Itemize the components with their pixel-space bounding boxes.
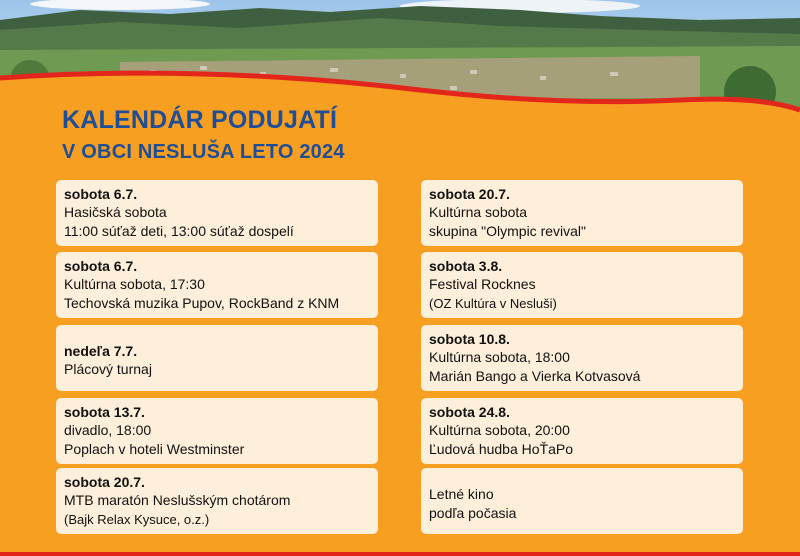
event-detail: Festival Rocknes	[429, 276, 536, 292]
event-date: sobota 10.8.	[429, 331, 510, 347]
event-detail: Plácový turnaj	[64, 361, 152, 377]
event-date: sobota 6.7.	[64, 258, 138, 274]
event-card	[421, 325, 743, 391]
event-organizer: (OZ Kultúra v Nesluši)	[429, 296, 557, 311]
event-card	[421, 180, 743, 246]
page-title	[62, 108, 345, 162]
event-card	[421, 398, 743, 464]
event-detail: Kultúrna sobota, 17:30	[64, 276, 205, 292]
event-detail: Kultúrna sobota, 18:00	[429, 349, 570, 365]
event-date: sobota 20.7.	[64, 474, 145, 490]
event-detail: Kultúrna sobota, 20:00	[429, 422, 570, 438]
event-detail: MTB maratón Neslušským chotárom	[64, 492, 291, 508]
event-card	[56, 325, 378, 391]
event-date: sobota 3.8.	[429, 258, 503, 274]
event-detail: Techovská muzika Pupov, RockBand z KNM	[64, 295, 340, 311]
event-date: nedeľa 7.7.	[64, 343, 138, 359]
event-detail: Kultúrna sobota	[429, 204, 528, 220]
event-date: sobota 20.7.	[429, 186, 510, 202]
event-detail: Hasičská sobota	[64, 204, 167, 220]
event-card	[56, 252, 378, 318]
event-card	[56, 398, 378, 464]
event-detail: podľa počasia	[429, 505, 517, 521]
event-organizer: (Bajk Relax Kysuce, o.z.)	[64, 512, 210, 527]
event-card	[421, 252, 743, 318]
event-detail: Letné kino	[429, 486, 494, 502]
event-card	[421, 468, 743, 534]
title-line-1: KALENDÁR PODUJATÍ	[62, 106, 338, 134]
event-detail: 11:00 súťaž deti, 13:00 súťaž dospelí	[64, 223, 294, 239]
title-line-2: V OBCI NESLUŠA LETO 2024	[62, 141, 345, 163]
event-detail: Poplach v hoteli Westminster	[64, 441, 245, 457]
event-card	[56, 468, 378, 534]
bottom-accent-bar	[0, 552, 800, 556]
event-date: sobota 6.7.	[64, 186, 138, 202]
event-card	[56, 180, 378, 246]
event-date: sobota 13.7.	[64, 404, 145, 420]
event-detail: divadlo, 18:00	[64, 422, 152, 438]
event-detail: skupina "Olympic revival"	[429, 223, 586, 239]
event-detail: Ľudová hudba HoŤaPo	[429, 441, 573, 457]
event-detail: Marián Bango a Vierka Kotvasová	[429, 368, 641, 384]
event-date: sobota 24.8.	[429, 404, 510, 420]
